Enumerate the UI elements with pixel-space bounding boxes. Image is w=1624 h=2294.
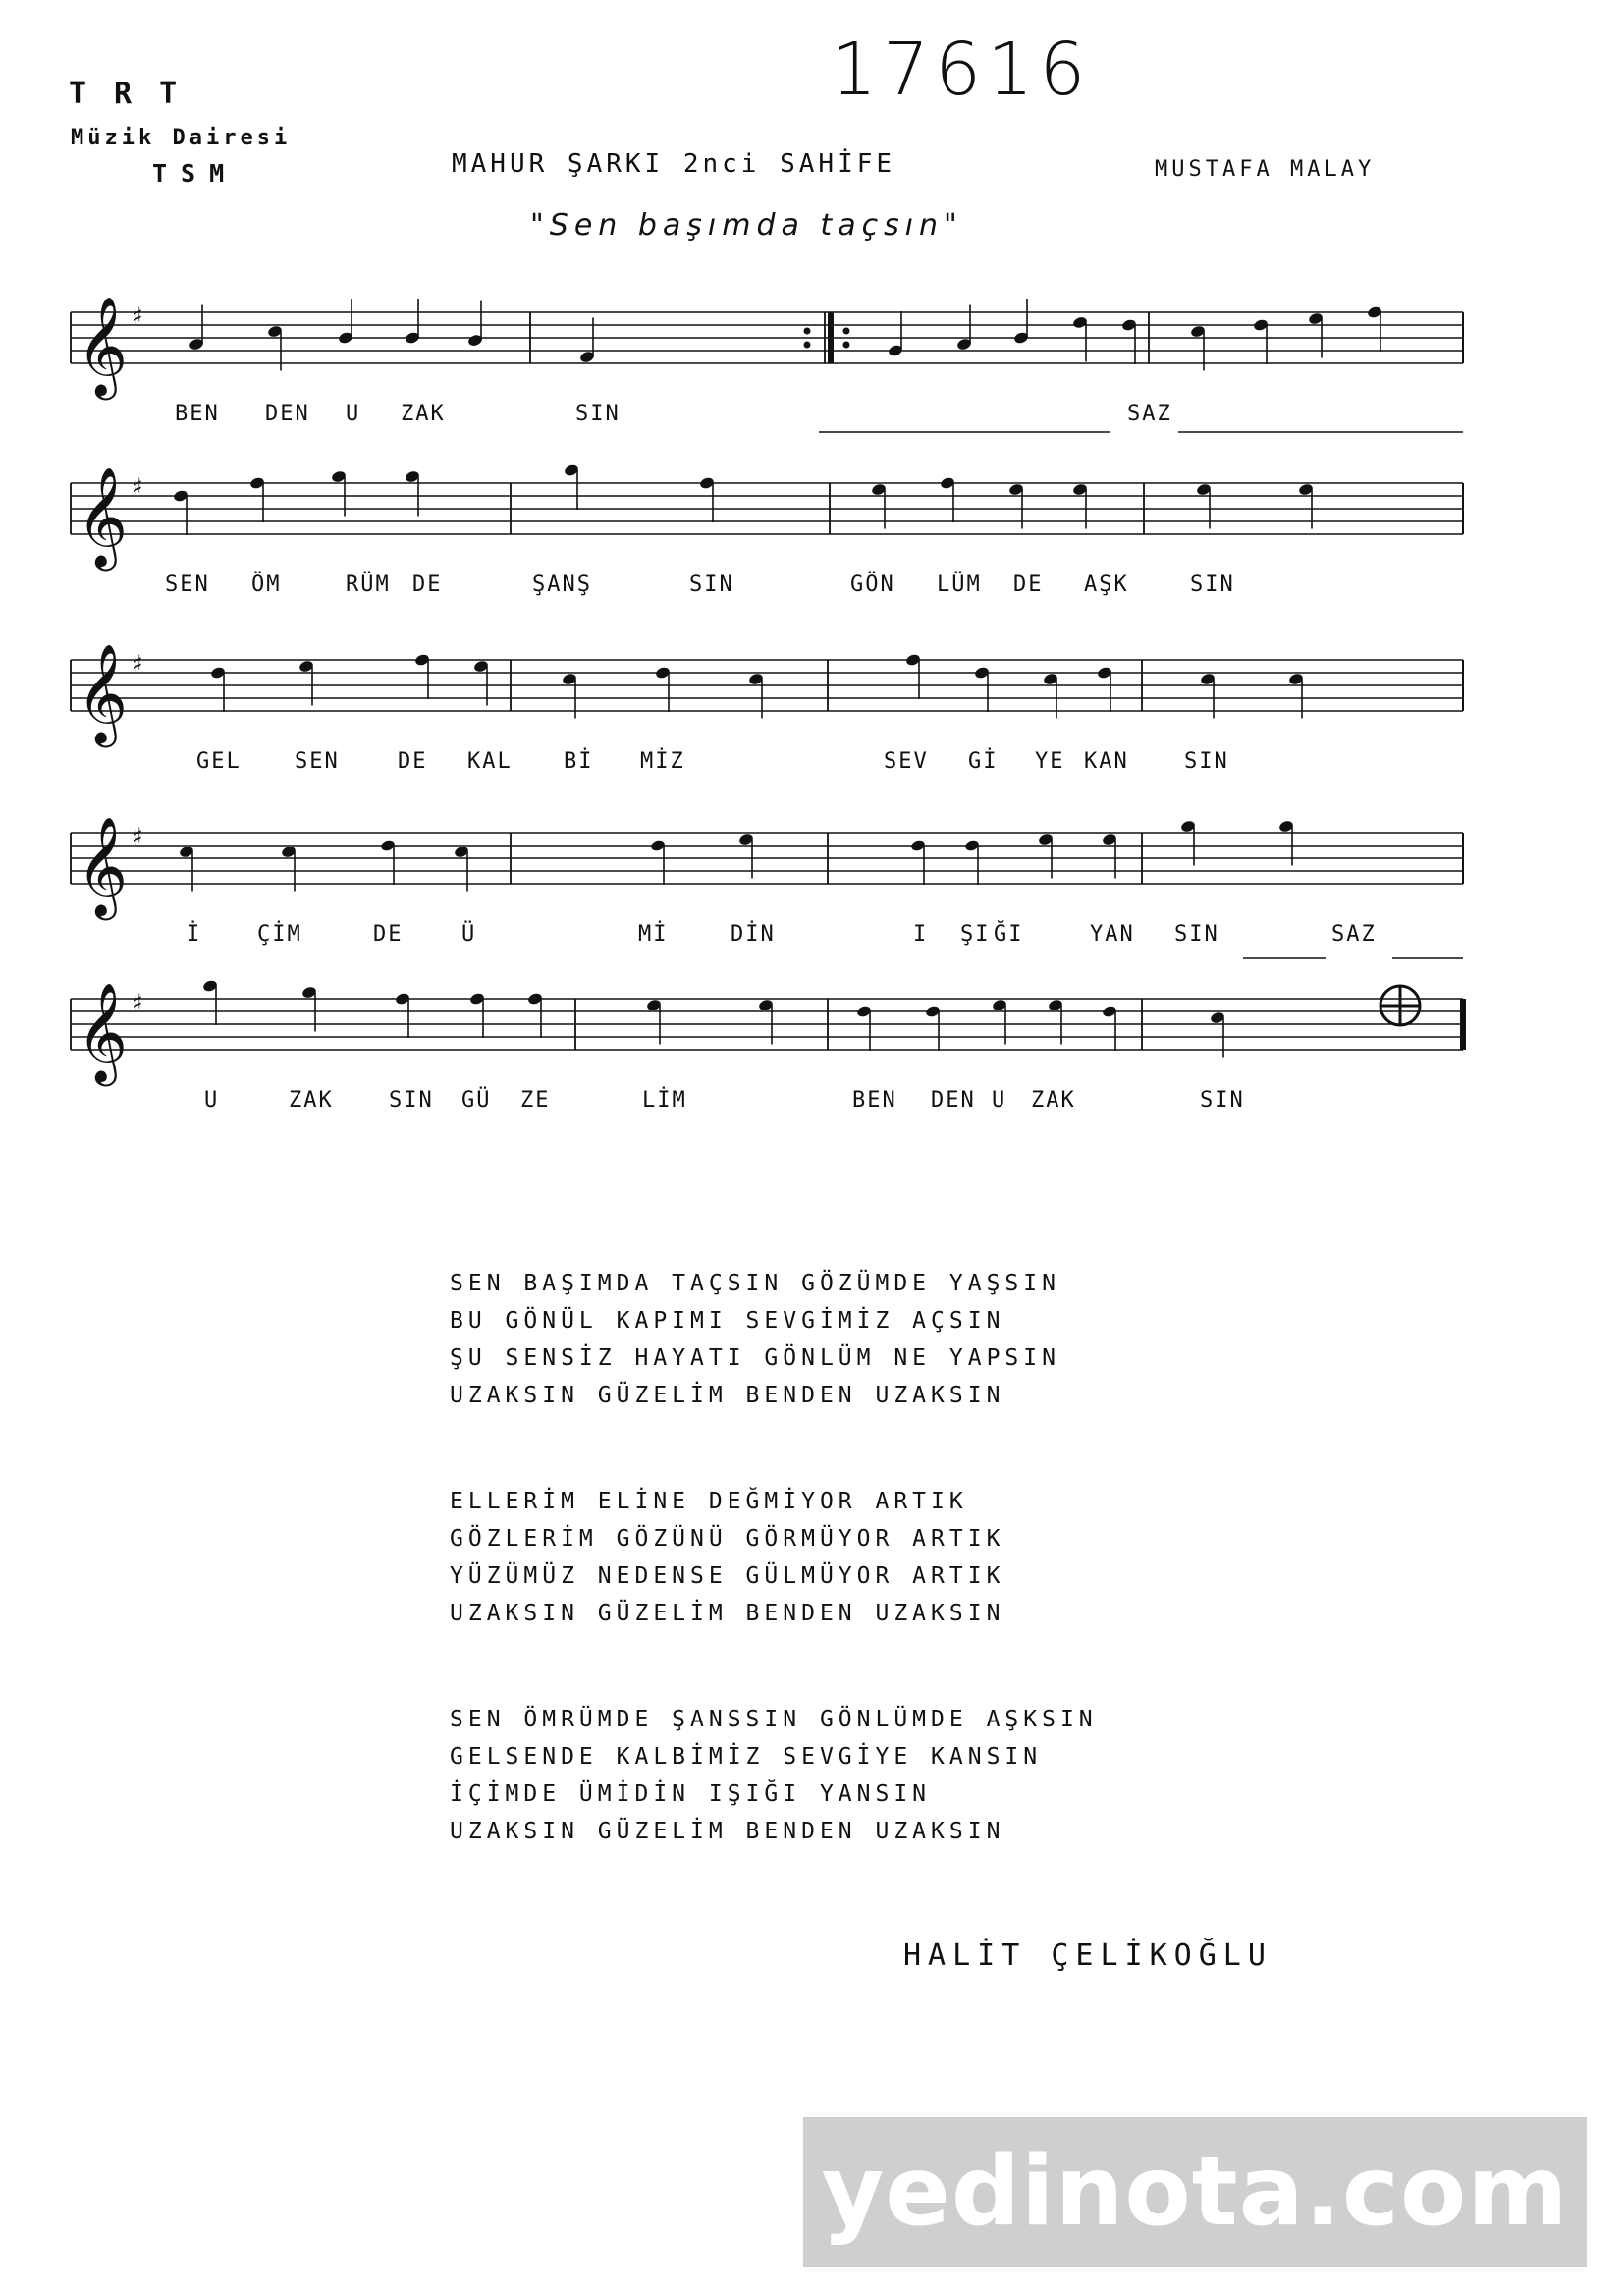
lyric-syllable: Gİ bbox=[968, 749, 999, 774]
sharp-icon: ♯ bbox=[132, 650, 143, 678]
lyric-syllable: GÖN bbox=[850, 573, 895, 597]
lyric-syllable: MİZ bbox=[640, 749, 685, 774]
lyric-syllable: DE bbox=[1013, 573, 1044, 597]
lyric-syllable: Bİ bbox=[564, 749, 594, 774]
watermark: yedinota.com bbox=[803, 2117, 1587, 2267]
verse-line: ELLERİM ELİNE DEĞMİYOR ARTIK bbox=[450, 1489, 968, 1514]
treble-clef-icon: 𝄞 bbox=[77, 295, 129, 396]
lyric-syllable: I bbox=[913, 922, 929, 947]
verse-line: UZAKSIN GÜZELİM BENDEN UZAKSIN bbox=[450, 1383, 1005, 1408]
lyric-syllable: SIN bbox=[689, 573, 734, 597]
sharp-icon: ♯ bbox=[132, 823, 143, 850]
lyric-syllable: BEN bbox=[852, 1088, 897, 1113]
lyric-syllable: SIN bbox=[389, 1088, 434, 1113]
stanza-3 bbox=[450, 1701, 1098, 1850]
lyric-syllable: SIN bbox=[1190, 573, 1235, 597]
lyric-syllable: U bbox=[346, 402, 361, 426]
lyric-syllable: ZAK bbox=[401, 402, 446, 426]
lyric-syllable: U bbox=[204, 1088, 220, 1113]
lyric-syllable: SIN bbox=[575, 402, 621, 426]
lyric-syllable: ZE bbox=[520, 1088, 551, 1113]
verse-line: İÇİMDE ÜMİDİN IŞIĞI YANSIN bbox=[450, 1781, 932, 1807]
lyric-syllable: SEN bbox=[295, 749, 340, 774]
treble-clef-icon: 𝄞 bbox=[77, 981, 129, 1082]
lyric-syllable: ZAK bbox=[1031, 1088, 1076, 1113]
lyric-syllable: GÜ bbox=[461, 1088, 492, 1113]
lyric-syllable: DE bbox=[373, 922, 404, 947]
verse-line: YÜZÜMÜZ NEDENSE GÜLMÜYOR ARTIK bbox=[450, 1563, 1005, 1589]
catalog-number: 17616 bbox=[831, 27, 1092, 112]
lyric-syllable: SAZ bbox=[1127, 402, 1172, 426]
lyric-syllable: KAL bbox=[467, 749, 513, 774]
lyric-syllable: RÜM bbox=[346, 573, 391, 597]
lyric-syllable: KAN bbox=[1084, 749, 1129, 774]
stanza-1 bbox=[450, 1265, 1098, 1414]
stanza-2 bbox=[450, 1483, 1098, 1632]
repeat-dot bbox=[843, 342, 850, 349]
verse-line: UZAKSIN GÜZELİM BENDEN UZAKSIN bbox=[450, 1819, 1005, 1844]
repeat-dot bbox=[804, 328, 811, 335]
lyrics-verses bbox=[450, 1265, 1098, 1919]
lyric-syllable: ZAK bbox=[289, 1088, 334, 1113]
lyric-syllable: BEN bbox=[175, 402, 220, 426]
sharp-icon: ♯ bbox=[132, 302, 143, 330]
lyric-syllable: SAZ bbox=[1331, 922, 1377, 947]
lyric-syllable: LİM bbox=[642, 1088, 687, 1113]
section-label: TSM bbox=[152, 159, 239, 188]
org-label: TRT bbox=[69, 77, 205, 111]
lyric-syllable: DEN bbox=[265, 402, 310, 426]
lyric-syllable: DE bbox=[412, 573, 443, 597]
lyric-syllable: SIN bbox=[1200, 1088, 1245, 1113]
lyric-syllable: SIN bbox=[1184, 749, 1229, 774]
lyric-syllable: Ü bbox=[461, 922, 477, 947]
lyric-syllable: DEN bbox=[931, 1088, 976, 1113]
verse-line: GÖZLERİM GÖZÜNÜ GÖRMÜYOR ARTIK bbox=[450, 1526, 1005, 1552]
lyric-syllable: ÇİM bbox=[257, 922, 302, 947]
lyric-syllable: Mİ bbox=[638, 922, 669, 947]
song-title: MAHUR ŞARKI 2nci SAHİFE bbox=[452, 149, 896, 179]
lyric-syllable: YE bbox=[1035, 749, 1065, 774]
treble-clef-icon: 𝄞 bbox=[77, 465, 129, 567]
department-label: Müzik Dairesi bbox=[71, 126, 292, 150]
lyric-syllable: AŞK bbox=[1084, 573, 1129, 597]
treble-clef-icon: 𝄞 bbox=[77, 815, 129, 916]
lyric-syllable: SEN bbox=[165, 573, 210, 597]
lyric-syllable: SEV bbox=[884, 749, 929, 774]
verse-line: UZAKSIN GÜZELİM BENDEN UZAKSIN bbox=[450, 1601, 1005, 1626]
verse-line: SEN BAŞIMDA TAÇSIN GÖZÜMDE YAŞSIN bbox=[450, 1271, 1060, 1296]
lyricist-name: HALİT ÇELİKOĞLU bbox=[903, 1939, 1272, 1973]
lyric-syllable: DE bbox=[398, 749, 428, 774]
lyric-syllable: İ bbox=[187, 922, 202, 947]
repeat-dot bbox=[843, 328, 850, 335]
verse-line: ŞU SENSİZ HAYATI GÖNLÜM NE YAPSIN bbox=[450, 1345, 1060, 1371]
verse-line: SEN ÖMRÜMDE ŞANSSIN GÖNLÜMDE AŞKSIN bbox=[450, 1707, 1098, 1732]
verse-line: GELSENDE KALBİMİZ SEVGİYE KANSIN bbox=[450, 1744, 1043, 1770]
lyric-syllable: ĞI bbox=[994, 922, 1024, 947]
lyric-syllable: U bbox=[992, 1088, 1007, 1113]
song-subtitle: "Sen başımda taçsın" bbox=[530, 208, 963, 243]
lyric-syllable: GEL bbox=[196, 749, 242, 774]
composer-name: MUSTAFA MALAY bbox=[1155, 157, 1376, 182]
lyric-syllable: SIN bbox=[1174, 922, 1219, 947]
lyric-syllable: ŞI bbox=[960, 922, 991, 947]
lyric-syllable: DİN bbox=[731, 922, 776, 947]
verse-line: BU GÖNÜL KAPIMI SEVGİMİZ AÇSIN bbox=[450, 1308, 1005, 1334]
lyric-syllable: LÜM bbox=[937, 573, 982, 597]
lyric-syllable: ŞANŞ bbox=[532, 573, 592, 597]
sharp-icon: ♯ bbox=[132, 473, 143, 501]
lyric-syllable: YAN bbox=[1090, 922, 1135, 947]
lyric-syllable: ÖM bbox=[251, 573, 282, 597]
repeat-dot bbox=[804, 342, 811, 349]
sharp-icon: ♯ bbox=[132, 989, 143, 1016]
treble-clef-icon: 𝄞 bbox=[77, 642, 129, 743]
